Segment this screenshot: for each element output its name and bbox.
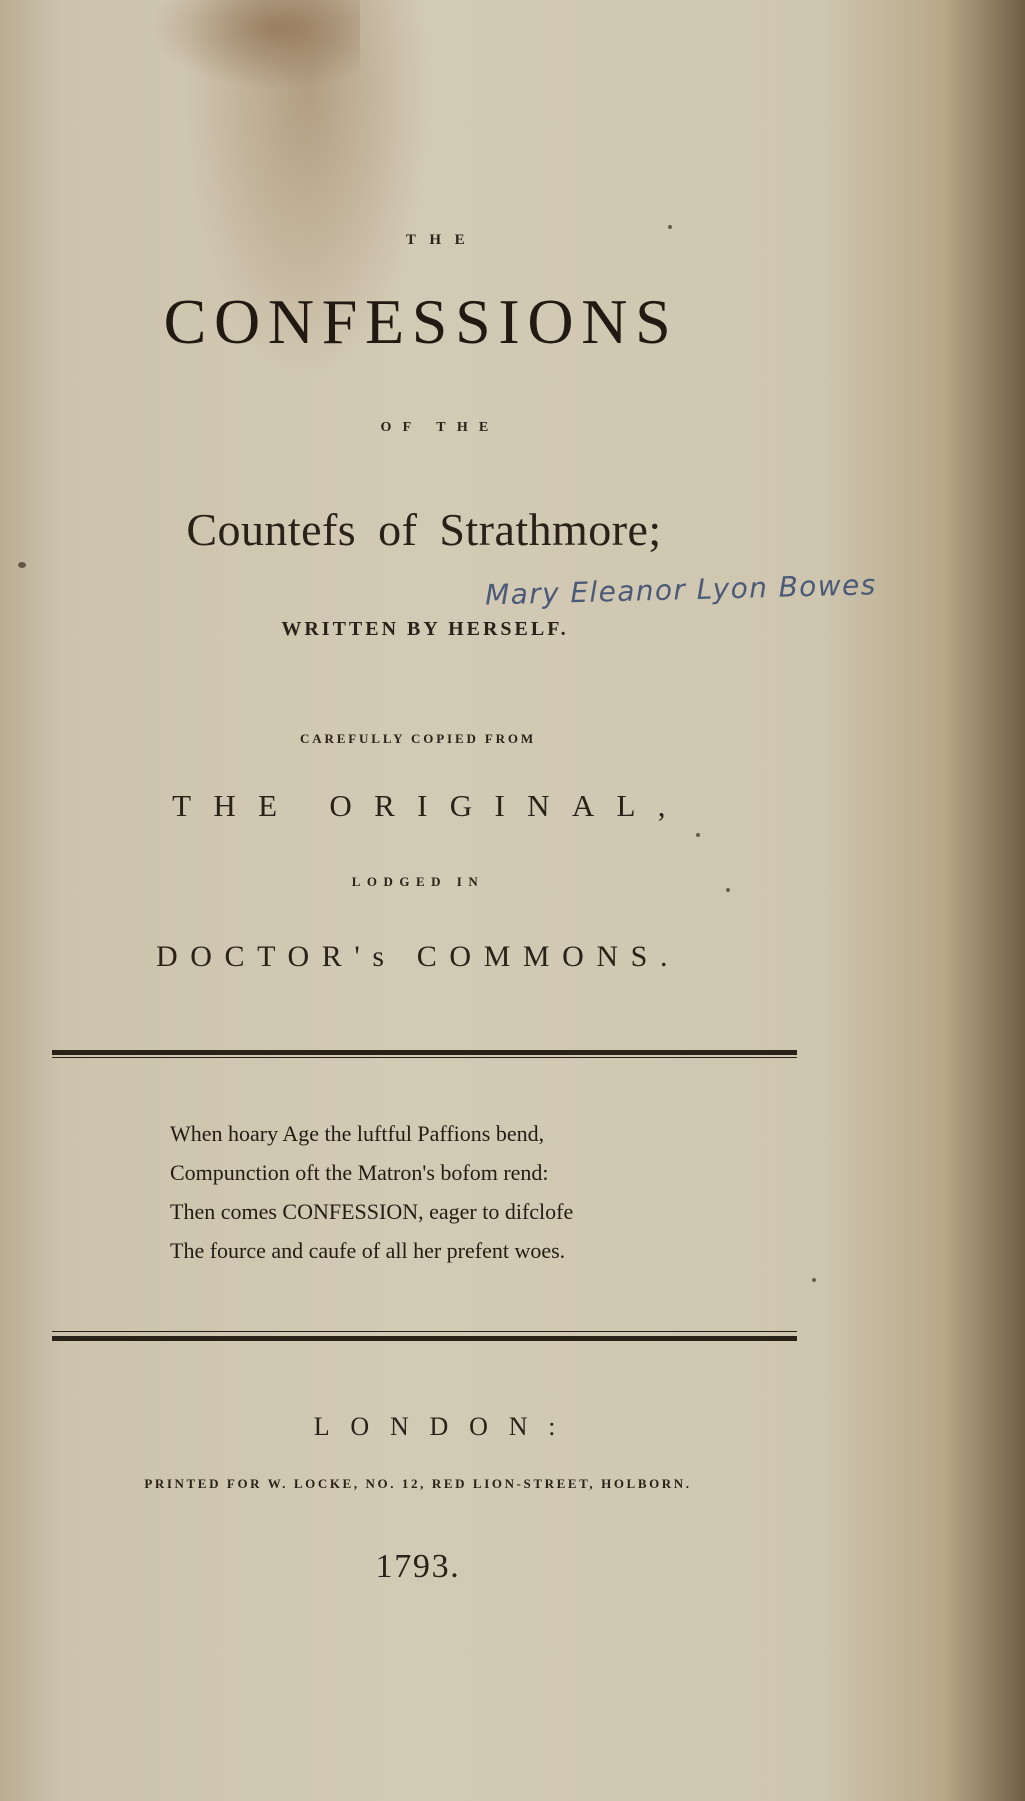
ink-speck — [18, 562, 26, 568]
handwritten-annotation: Mary Eleanor Lyon Bowes — [484, 568, 878, 612]
doctors-commons-line: DOCTOR's COMMONS. — [155, 940, 681, 973]
imprint-printer: PRINTED FOR W. LOCKE, NO. 12, RED LION-STREET, HOLBORN. — [144, 1476, 692, 1491]
countess-place: Strathmore; — [439, 504, 662, 555]
countess-line — [0, 503, 848, 556]
imprint-year: 1793. — [375, 1548, 461, 1585]
bottom-divider-rule — [52, 1336, 797, 1341]
epigraph-line: The fource and caufe of all her prefent woes. — [170, 1238, 566, 1263]
water-stain — [150, 0, 360, 90]
epigraph-line: Compunction oft the Matron's bofom rend: — [170, 1160, 549, 1185]
ink-speck — [726, 888, 730, 892]
epigraph-line: Then comes CONFESSION, eager to difclofe — [170, 1199, 574, 1224]
bottom-divider-thin-rule — [52, 1331, 797, 1332]
countess-name: Countefs — [186, 504, 357, 555]
epigraph — [170, 1114, 770, 1270]
carefully-copied-line: CAREFULLY COPIED FROM — [299, 731, 537, 746]
top-divider-thin-rule — [52, 1057, 797, 1058]
lodged-in-line: LODGED IN — [351, 874, 485, 889]
ink-speck — [668, 225, 672, 229]
countess-of: of — [378, 504, 418, 555]
ink-speck — [812, 1278, 816, 1282]
top-divider-rule — [52, 1050, 797, 1055]
written-by-line: WRITTEN BY HERSELF. — [281, 618, 569, 640]
epigraph-line: When hoary Age the luftful Paffions bend, — [170, 1121, 545, 1146]
imprint-city: LONDON: — [313, 1412, 577, 1441]
ink-speck — [696, 833, 700, 837]
the-original-line: THE ORIGINAL, — [172, 788, 688, 823]
of-the-heading: OF THE — [380, 420, 500, 435]
main-title: CONFESSIONS — [163, 286, 679, 357]
the-heading: THE — [405, 232, 479, 248]
